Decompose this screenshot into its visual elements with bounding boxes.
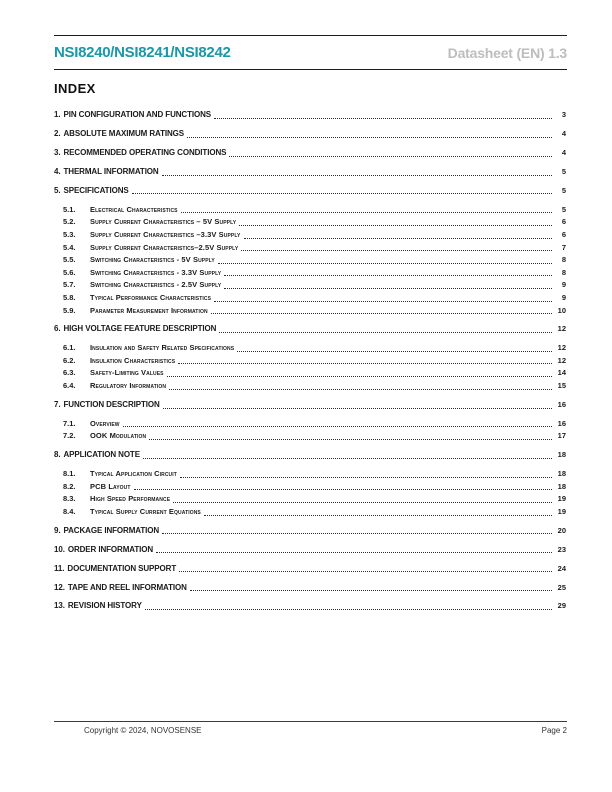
toc-entry[interactable]	[54, 367, 566, 380]
toc-entry-number: 3.	[54, 148, 61, 158]
toc-entry-number: 5.6.	[63, 267, 76, 277]
toc-entry-page: 19	[557, 507, 566, 516]
footer-divider	[54, 721, 567, 722]
toc-entry[interactable]	[54, 399, 566, 412]
toc-entry-label: Switching Characteristics - 2.5V Supply	[90, 280, 222, 290]
toc-dot-leader	[145, 609, 552, 610]
toc-entry-label: Supply Current Characteristics–2.5V Supply	[90, 242, 239, 252]
toc-entry-label: DOCUMENTATION SUPPORT	[67, 563, 177, 573]
toc-entry-number: 7.	[54, 399, 61, 409]
toc-entry-label: Safety-Limiting Values	[90, 368, 164, 378]
toc-entry-label: Electrical Characteristics	[90, 204, 178, 214]
toc-dot-leader	[134, 489, 552, 490]
toc-entry[interactable]	[54, 323, 566, 336]
toc-dot-leader	[123, 426, 552, 427]
toc-entry[interactable]	[54, 430, 566, 443]
toc-dot-leader	[229, 156, 552, 157]
toc-entry-number: 5.4.	[63, 242, 76, 252]
toc-entry-number: 8.2.	[63, 481, 76, 491]
toc-dot-leader	[211, 313, 552, 314]
toc-entry-label: Supply Current Characteristics –3.3V Supply	[90, 229, 241, 239]
toc-entry-page: 15	[557, 381, 566, 391]
toc-entry-page: 16	[557, 418, 566, 428]
toc-dot-leader	[181, 212, 552, 213]
toc-entry-page: 8	[561, 255, 566, 265]
toc-entry[interactable]	[54, 292, 566, 305]
toc-entry-page: 14	[557, 368, 566, 378]
toc-dot-leader	[219, 332, 552, 333]
toc-entry[interactable]	[54, 267, 566, 280]
toc-dot-leader	[156, 552, 552, 553]
toc-entry[interactable]	[54, 493, 566, 506]
toc-entry-number: 6.2.	[63, 355, 76, 365]
toc-entry-page: 24	[557, 563, 566, 573]
toc-entry-label: Supply Current Characteristics – 5V Supply	[90, 217, 237, 227]
toc-entry-page: 18	[557, 469, 566, 479]
toc-entry[interactable]	[54, 166, 566, 179]
toc-entry-page: 12	[557, 355, 566, 365]
toc-entry-label: PACKAGE INFORMATION	[63, 525, 160, 535]
toc-dot-leader	[167, 376, 552, 377]
toc-entry[interactable]	[54, 380, 566, 393]
toc-entry-page: 29	[557, 601, 566, 611]
toc-entry-number: 8.	[54, 450, 61, 460]
toc-entry[interactable]	[54, 305, 566, 318]
toc-entry-number: 6.4.	[63, 381, 76, 391]
toc-entry-number: 2.	[54, 129, 61, 139]
toc-entry-label: Regulatory Information	[90, 381, 167, 391]
toc-entry-number: 13.	[54, 601, 65, 611]
toc-entry-page: 12	[557, 343, 566, 353]
toc-entry-page: 7	[561, 242, 566, 252]
toc-entry-page: 4	[561, 129, 566, 139]
toc-dot-leader	[132, 193, 552, 194]
toc-dot-leader	[224, 288, 552, 289]
toc-entry[interactable]	[54, 449, 566, 462]
toc-entry-page: 6	[561, 229, 566, 239]
toc-entry-page: 12	[557, 324, 566, 334]
toc-entry-page: 5	[561, 166, 566, 176]
toc-entry-page: 5	[561, 204, 566, 214]
toc-entry-number: 7.1.	[63, 418, 76, 428]
toc-entry-number: 6.1.	[63, 343, 76, 353]
toc-entry-page: 20	[557, 525, 566, 535]
toc-entry-page: 5	[561, 185, 566, 195]
toc-dot-leader	[143, 458, 552, 459]
document-footer	[54, 726, 567, 735]
toc-entry-label: OOK Modulation	[90, 431, 147, 441]
toc-entry-label: Typical Performance Characteristics	[90, 292, 212, 302]
toc-entry-label: TAPE AND REEL INFORMATION	[67, 582, 187, 592]
footer-copyright: Copyright © 2024, NOVOSENSE	[84, 726, 202, 735]
toc-dot-leader	[204, 515, 552, 516]
toc-entry-number: 5.2.	[63, 217, 76, 227]
toc-entry-label: Typical Supply Current Equations	[90, 507, 201, 516]
toc-entry[interactable]	[54, 468, 566, 481]
toc-entry-number: 6.	[54, 324, 61, 334]
toc-dot-leader	[187, 137, 552, 138]
toc-entry-label: Overview	[90, 418, 120, 428]
table-of-contents	[54, 103, 566, 619]
toc-entry-label: PCB Layout	[90, 481, 131, 491]
toc-dot-leader	[241, 250, 552, 251]
toc-entry[interactable]	[54, 128, 566, 141]
toc-dot-leader	[239, 225, 552, 226]
toc-dot-leader	[163, 408, 552, 409]
toc-entry[interactable]	[54, 342, 566, 355]
toc-entry-label: FUNCTION DESCRIPTION	[63, 399, 160, 409]
toc-entry-label: APPLICATION NOTE	[63, 450, 140, 460]
toc-entry[interactable]	[54, 147, 566, 160]
toc-entry-number: 8.4.	[63, 507, 76, 516]
toc-entry-number: 5.	[54, 185, 61, 195]
toc-entry-number: 4.	[54, 166, 61, 176]
toc-entry-label: RECOMMENDED OPERATING CONDITIONS	[63, 148, 227, 158]
toc-entry-page: 9	[561, 292, 566, 302]
toc-entry[interactable]	[54, 418, 566, 431]
toc-entry-page: 25	[557, 582, 566, 592]
toc-entry-page: 8	[561, 267, 566, 277]
toc-entry-page: 9	[561, 280, 566, 290]
toc-dot-leader	[190, 590, 552, 591]
toc-entry-label: High Speed Performance	[90, 494, 171, 504]
toc-entry-number: 5.9.	[63, 305, 76, 315]
toc-entry-label: Switching Characteristics - 5V Supply	[90, 255, 215, 265]
toc-entry-page: 16	[557, 399, 566, 409]
toc-entry[interactable]	[54, 254, 566, 267]
toc-dot-leader	[149, 439, 552, 440]
toc-entry-number: 5.7.	[63, 280, 76, 290]
toc-entry-label: HIGH VOLTAGE FEATURE DESCRIPTION	[63, 324, 217, 334]
toc-entry-label: Switching Characteristics - 3.3V Supply	[90, 267, 222, 277]
toc-entry-number: 6.3.	[63, 368, 76, 378]
document-header	[54, 35, 567, 70]
toc-entry-number: 5.1.	[63, 204, 76, 214]
toc-entry-page: 19	[557, 494, 566, 504]
toc-entry-label: SPECIFICATIONS	[63, 185, 129, 195]
toc-dot-leader	[218, 263, 552, 264]
footer-page-number: Page 2	[541, 726, 567, 735]
toc-entry[interactable]	[54, 242, 566, 255]
toc-entry[interactable]	[54, 216, 566, 229]
doc-title: NSI8240/NSI8241/NSI8242	[54, 44, 231, 61]
toc-entry[interactable]	[54, 544, 566, 557]
toc-entry-label: REVISION HISTORY	[67, 601, 142, 611]
toc-entry-number: 12.	[54, 582, 65, 592]
toc-entry[interactable]	[54, 563, 566, 576]
toc-entry[interactable]	[54, 481, 566, 494]
toc-dot-leader	[173, 502, 552, 503]
toc-entry[interactable]	[54, 525, 566, 538]
toc-entry[interactable]	[54, 185, 566, 198]
toc-entry[interactable]	[54, 279, 566, 292]
toc-entry-page: 18	[557, 481, 566, 491]
toc-entry-label: Parameter Measurement Information	[90, 305, 208, 315]
toc-dot-leader	[244, 238, 553, 239]
toc-entry-page: 23	[557, 544, 566, 554]
toc-entry-page: 3	[561, 110, 566, 120]
toc-dot-leader	[224, 275, 552, 276]
toc-entry-number: 5.5.	[63, 255, 76, 265]
page-title: INDEX	[54, 81, 96, 96]
toc-entry-number: 10.	[54, 544, 65, 554]
toc-entry[interactable]	[54, 109, 566, 122]
toc-dot-leader	[162, 533, 552, 534]
toc-entry-number: 8.1.	[63, 469, 76, 479]
toc-entry-number: 9.	[54, 525, 61, 535]
toc-entry-label: PIN CONFIGURATION AND FUNCTIONS	[63, 110, 212, 120]
toc-entry-number: 7.2.	[63, 431, 76, 441]
toc-entry-number: 8.3.	[63, 494, 76, 504]
toc-entry[interactable]	[54, 506, 566, 519]
toc-entry-label: Typical Application Circuit	[90, 469, 177, 479]
toc-entry-page: 18	[557, 450, 566, 460]
toc-entry[interactable]	[54, 600, 566, 613]
toc-entry-page: 4	[561, 148, 566, 158]
toc-entry-number: 1.	[54, 110, 61, 120]
toc-dot-leader	[178, 363, 552, 364]
toc-entry[interactable]	[54, 229, 566, 242]
toc-dot-leader	[180, 477, 552, 478]
toc-dot-leader	[237, 351, 552, 352]
toc-entry-page: 17	[557, 431, 566, 441]
toc-entry-number: 11.	[54, 563, 65, 573]
toc-entry-label: THERMAL INFORMATION	[63, 166, 159, 176]
toc-entry-label: ORDER INFORMATION	[67, 544, 154, 554]
toc-entry-number: 5.8.	[63, 292, 76, 302]
toc-entry[interactable]	[54, 355, 566, 368]
toc-entry-number: 5.3.	[63, 229, 76, 239]
toc-dot-leader	[179, 571, 552, 572]
doc-version-label: Datasheet (EN) 1.3	[447, 44, 567, 61]
toc-dot-leader	[162, 175, 552, 176]
toc-entry-label: Insulation and Safety Related Specifications	[90, 343, 235, 353]
toc-dot-leader	[214, 118, 552, 119]
toc-entry-label: ABSOLUTE MAXIMUM RATINGS	[63, 129, 185, 139]
toc-entry[interactable]	[54, 582, 566, 595]
toc-entry-page: 6	[561, 217, 566, 227]
toc-entry-label: Insulation Characteristics	[90, 355, 176, 365]
toc-dot-leader	[214, 301, 552, 302]
toc-entry[interactable]	[54, 204, 566, 217]
toc-entry-page: 10	[557, 305, 566, 315]
toc-dot-leader	[169, 389, 552, 390]
